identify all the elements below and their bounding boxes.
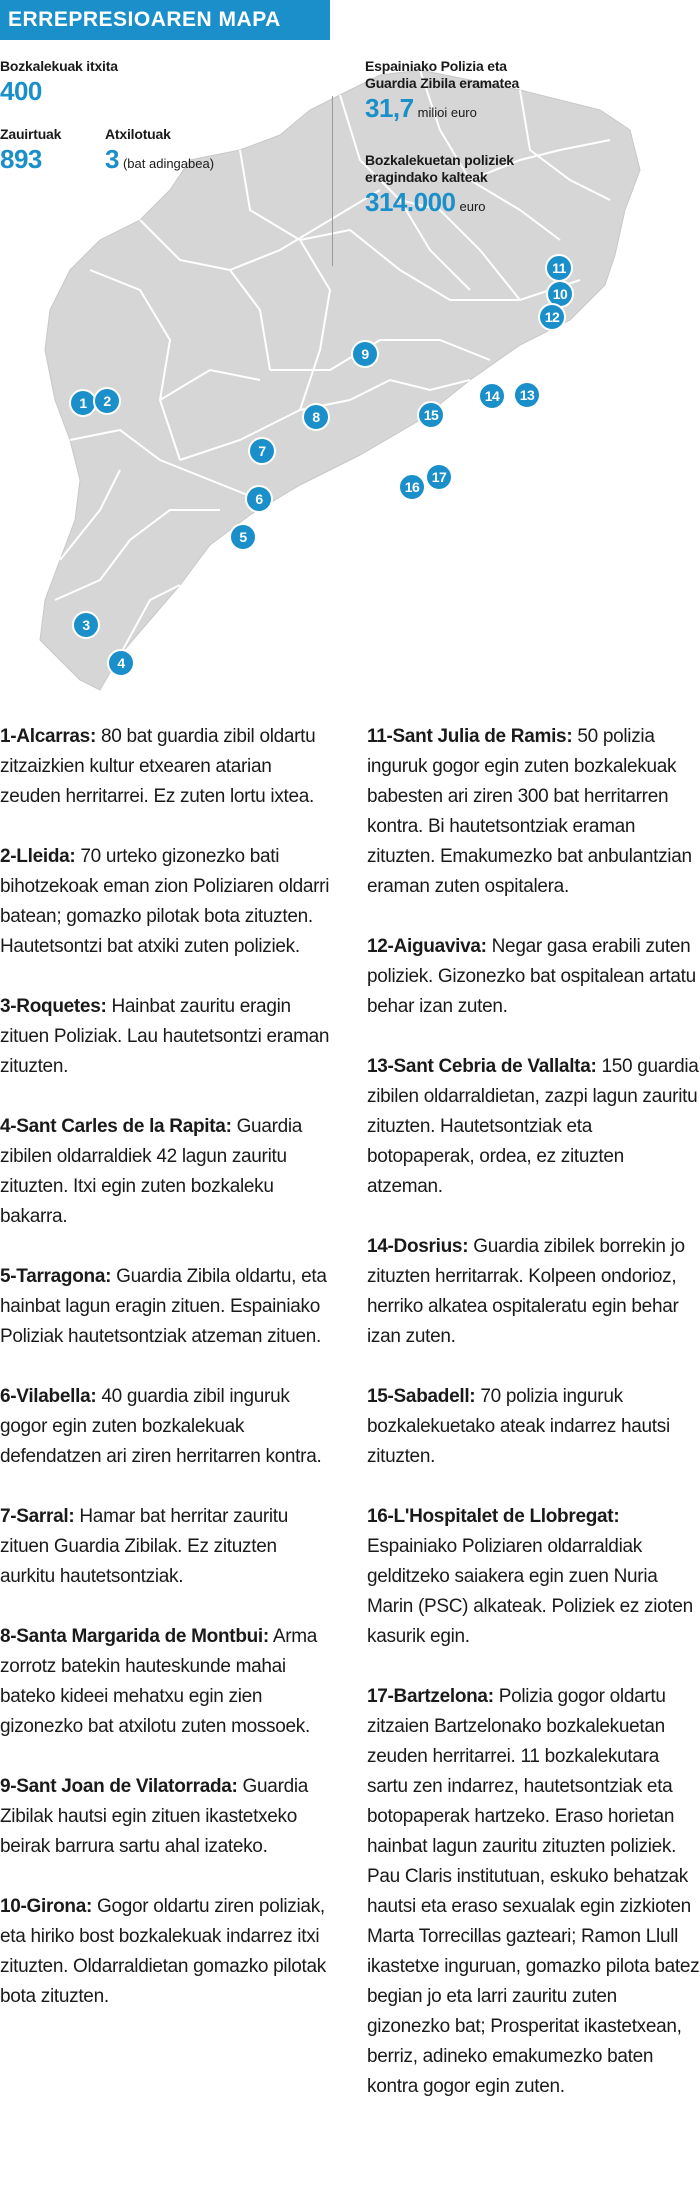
- stat-value: 31,7: [365, 93, 414, 123]
- entry-place: 5-Tarragona:: [0, 1266, 112, 1287]
- stats-divider: [332, 96, 333, 266]
- stat-damages: [365, 152, 514, 223]
- entry-15: [367, 1382, 700, 1472]
- entry-place: 15-Sabadell:: [367, 1386, 476, 1407]
- stat-note: (bat adingabea): [122, 156, 215, 171]
- map-marker-17: 17: [425, 463, 453, 491]
- entry-place: 1-Alcarras:: [0, 726, 96, 747]
- stat-label: Bozkalekuak itxita: [0, 58, 118, 74]
- stat-value: 314.000: [365, 187, 456, 217]
- map-marker-1: 1: [69, 389, 97, 417]
- stat-label: Bozkalekuetan poliziek: [365, 152, 514, 168]
- entry-12: [367, 932, 700, 1022]
- entry-place: 8-Santa Margarida de Montbui:: [0, 1626, 269, 1647]
- entry-text: Negar gasa erabili zuten poliziek. Gizonezko bat ospitalean artatu behar izan zuten.: [367, 936, 696, 1017]
- stat-label: Atxilotuak: [105, 126, 171, 142]
- entry-text: Guardia zibilen oldarraldiek 42 lagun zauritu zituzten. Itxi egin zuten bozkaleku bakarra.: [0, 1116, 303, 1227]
- stat-polling-closed: [0, 58, 118, 107]
- entry-text: 150 guardia zibilen oldarraldietan, zazpi lagun zauritu zituzten. Hautetsontziak eta botopaperak, ordea, ez zituzten atzeman.: [367, 1056, 699, 1197]
- entries-column-right: [367, 722, 700, 2132]
- entry-3: [0, 992, 335, 1082]
- map-marker-3: 3: [72, 611, 100, 639]
- map-marker-6: 6: [245, 485, 273, 513]
- entry-place: 10-Girona:: [0, 1896, 93, 1917]
- stat-label: Espainiako Polizia eta: [365, 58, 507, 74]
- entry-text: Hamar bat herritar zauritu zituen Guardia Zibilak. Ez zituzten aurkitu hautetsontziak.: [0, 1506, 289, 1587]
- entry-place: 16-L'Hospitalet de Llobregat:: [367, 1506, 620, 1527]
- map-marker-12: 12: [538, 303, 566, 331]
- map-marker-11: 11: [545, 254, 573, 282]
- entry-text: 50 polizia inguruk gogor egin zuten bozkalekuak babesten ari ziren 300 bat herritarren kontra. Bi hautetsontziak eraman zituzten. Emakumezko bat anbulantzian eraman zuten ospitalera.: [367, 726, 692, 897]
- map-marker-10: 10: [546, 280, 574, 308]
- stat-unit: milioi euro: [417, 105, 477, 120]
- map-marker-15: 15: [417, 401, 445, 429]
- entry-6: [0, 1382, 335, 1472]
- entry-place: 4-Sant Carles de la Rapita:: [0, 1116, 232, 1137]
- entry-text: Guardia Zibila oldartu, eta hainbat lagun eragin zituen. Espainiako Poliziak hautetsontziak atzeman zituen.: [0, 1266, 327, 1347]
- entry-10: [0, 1892, 335, 2012]
- entry-text: 70 urteko gizonezko bati bihotzekoak eman zion Poliziaren oldarri batean; gomazko pilotak bota zituzten. Hautetsontzi bat atxiki zuten poliziek.: [0, 846, 330, 957]
- entry-11: [367, 722, 700, 902]
- map: [0, 40, 700, 700]
- map-marker-4: 4: [107, 649, 135, 677]
- entry-14: [367, 1232, 700, 1352]
- entry-place: 6-Vilabella:: [0, 1386, 97, 1407]
- stat-unit: euro: [459, 199, 486, 214]
- entry-place: 9-Sant Joan de Vilatorrada:: [0, 1776, 238, 1797]
- entry-text: Polizia gogor oldartu zitzaien Bartzelonako bozkalekuetan zeuden herritarrei. 11 bozkalekutara sartu zen indarrez, hautetsontziak eta botopaperak hartzeko. Eraso horietan hainbat lagun zauritu zituzten poliziek. Pau Claris institutuan, eskuko behatzak hautsi eta eraso sexualak egin zizkioten Marta Torrecillas gazteari; Ramon Llull ikastetxe inguruan, gomazko pilota batez begian jo eta larri zauritu zuten gizonezko bat; Prosperitat ikastetxean, berriz, adineko emakumezko baten kontra gogor egin zuten.: [367, 1686, 700, 2097]
- stat-deployment-cost: [365, 58, 519, 129]
- stat-value: 3: [105, 144, 119, 174]
- stat-value: 400: [0, 76, 42, 106]
- entry-9: [0, 1772, 335, 1862]
- entry-text: Hainbat zauritu eragin zituen Poliziak. Lau hautetsontzi eraman zituzten.: [0, 996, 330, 1077]
- entry-text: Espainiako Poliziaren oldarraldiak gelditzeko saiakera egin zuen Nuria Marin (PSC) alkateak. Poliziek ez zioten kasurik egin.: [367, 1536, 693, 1647]
- stat-value-row: [365, 186, 514, 223]
- entry-place: 13-Sant Cebria de Vallalta:: [367, 1056, 597, 1077]
- map-marker-9: 9: [351, 340, 379, 368]
- entry-text: 80 bat guardia zibil oldartu zitzaizkien kultur etxearen atarian zeuden herritarrei. Ez zuten lortu ixtea.: [0, 726, 316, 807]
- title-bar: [0, 0, 330, 40]
- entry-text: Arma zorrotz batekin hauteskunde mahai bateko kideei mehatxu egin zien gizonezko bat atxilotu zuten mossoek.: [0, 1626, 318, 1737]
- stat-arrested: [105, 126, 214, 180]
- entry-16: [367, 1502, 700, 1652]
- map-marker-7: 7: [248, 437, 276, 465]
- entry-2: [0, 842, 335, 962]
- entry-place: 2-Lleida:: [0, 846, 76, 867]
- map-marker-14: 14: [478, 382, 506, 410]
- entry-place: 14-Dosrius:: [367, 1236, 469, 1257]
- entries-column-left: [0, 722, 335, 2042]
- entry-8: [0, 1622, 335, 1742]
- map-marker-16: 16: [398, 473, 426, 501]
- entry-place: 17-Bartzelona:: [367, 1686, 494, 1707]
- entry-7: [0, 1502, 335, 1592]
- map-marker-2: 2: [93, 387, 121, 415]
- entry-place: 7-Sarral:: [0, 1506, 75, 1527]
- stat-injured: [0, 126, 61, 175]
- entry-1: [0, 722, 335, 812]
- stat-label: eragindako kalteak: [365, 169, 488, 185]
- entry-17: [367, 1682, 700, 2102]
- stat-value-row: [105, 143, 214, 180]
- entry-text: 70 polizia inguruk bozkalekuetako ateak indarrez hautsi zituzten.: [367, 1386, 670, 1467]
- entry-place: 12-Aiguaviva:: [367, 936, 487, 957]
- map-marker-13: 13: [513, 381, 541, 409]
- map-marker-5: 5: [229, 523, 257, 551]
- entry-place: 11-Sant Julia de Ramis:: [367, 726, 573, 747]
- entry-text: Guardia zibilek borrekin jo zituzten herritarrak. Kolpeen ondorioz, herriko alkatea ospitaleratu egin behar izan zuten.: [367, 1236, 685, 1347]
- stat-label: Zauirtuak: [0, 126, 62, 142]
- page-title: ERREPRESIOAREN MAPA: [8, 8, 281, 31]
- entry-4: [0, 1112, 335, 1232]
- entry-text: 40 guardia zibil inguruk gogor egin zuten bozkalekuak defendatzen ari ziren herritarren kontra.: [0, 1386, 322, 1467]
- map-marker-8: 8: [302, 403, 330, 431]
- entry-13: [367, 1052, 700, 1202]
- entry-5: [0, 1262, 335, 1352]
- entry-text: Guardia Zibilak hautsi egin zituen ikastetxeko beirak barrura sartu ahal izateko.: [0, 1776, 309, 1857]
- entry-text: Gogor oldartu ziren poliziak, eta hiriko bost bozkalekuak indarrez itxi zituzten. Oldarraldietan gomazko pilotak bota zituzten.: [0, 1896, 326, 2007]
- stat-label: Guardia Zibila eramatea: [365, 75, 520, 91]
- stat-value: 893: [0, 144, 42, 174]
- entry-place: 3-Roquetes:: [0, 996, 107, 1017]
- stat-value-row: [365, 92, 519, 129]
